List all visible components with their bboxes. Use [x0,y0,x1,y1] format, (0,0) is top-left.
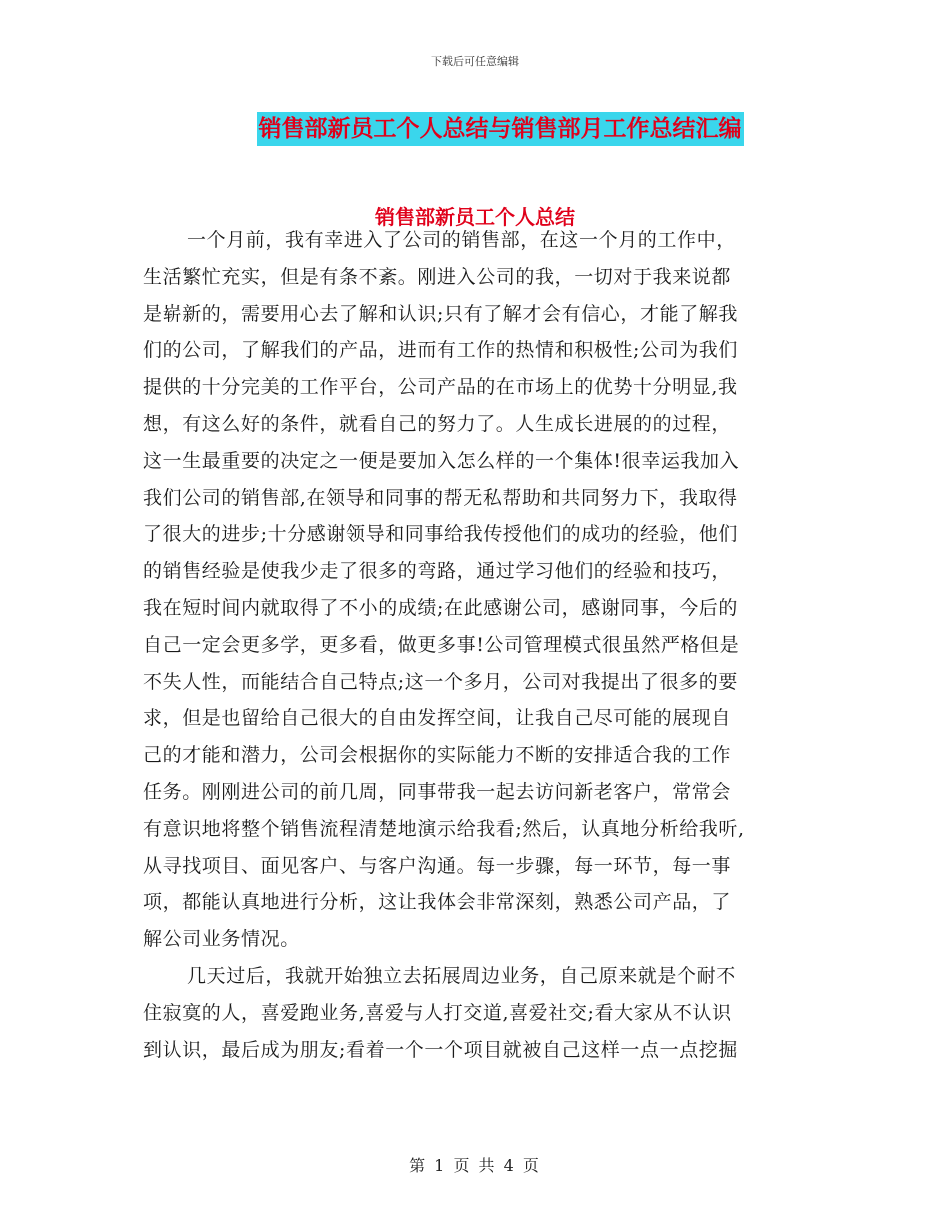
text-line: 住寂寞的人，喜爱跑业务,喜爱与人打交道,喜爱社交;看大家从不认识 [143,1001,732,1024]
text-line: 的销售经验是使我少走了很多的弯路，通过学习他们的经验和技巧， [143,560,732,583]
text-line: 几天过后，我就开始独立去拓展周边业务，自己原来就是个耐不 [187,964,736,987]
text-line: 我们公司的销售部,在领导和同事的帮无私帮助和共同努力下，我取得 [143,486,738,509]
paragraph-1 [143,222,815,958]
text-line: 是崭新的，需要用心去了解和认识;只有了解才会有信心，才能了解我 [143,302,739,325]
text-line: 到认识，最后成为朋友;看着一个一个项目就被自己这样一点一点挖掘 [143,1038,739,1061]
text-line: 我在短时间内就取得了不小的成绩;在此感谢公司，感谢同事，今后的 [143,596,739,619]
text-line: 这一生最重要的决定之一便是要加入怎么样的一个集体!很幸运我加入 [143,449,740,472]
text-line: 想，有这么好的条件，就看自己的努力了。人生成长进展的的过程， [143,412,732,435]
section-title: 销售部新员工个人总结 [375,205,575,229]
text-line: 己的才能和潜力，公司会根据你的实际能力不断的安排适合我的工作 [143,744,732,767]
text-line: 解公司业务情况。 [143,928,300,951]
text-line: 自己一定会更多学，更多看，做更多事!公司管理模式很虽然严格但是 [143,633,740,656]
main-title-wrap [0,112,950,146]
text-line: 项，都能认真地进行分析，这让我体会非常深刻，熟悉公司产品，了 [143,891,732,914]
text-line: 任务。刚刚进公司的前几周，同事带我一起去访问新老客户，常常会 [143,780,732,803]
main-title: 销售部新员工个人总结与销售部月工作总结汇编 [257,112,744,146]
header-note: 下载后可任意编辑 [431,55,519,68]
paragraph-2 [143,958,815,1068]
text-line: 们的公司，了解我们的产品，进而有工作的热情和积极性;公司为我们 [143,339,739,362]
document-body [143,222,815,1068]
text-line: 提供的十分完美的工作平台，公司产品的在市场上的优势十分明显,我 [143,376,738,399]
text-line: 求，但是也留给自己很大的自由发挥空间，让我自己尽可能的展现自 [143,707,732,730]
page-footer: 第 1 页 共 4 页 [409,1156,541,1175]
text-line: 了很大的进步;十分感谢领导和同事给我传授他们的成功的经验，他们 [143,523,739,546]
text-line: 不失人性，而能结合自己特点;这一个多月，公司对我提出了很多的要 [143,670,739,693]
text-line: 有意识地将整个销售流程清楚地演示给我看;然后，认真地分析给我听, [143,817,745,840]
text-line: 从寻找项目、面见客户、与客户沟通。每一步骤，每一环节，每一事 [143,854,732,877]
text-line: 一个月前，我有幸进入了公司的销售部，在这一个月的工作中， [187,229,736,251]
text-line: 生活繁忙充实，但是有条不紊。刚进入公司的我，一切对于我来说都 [143,265,732,288]
